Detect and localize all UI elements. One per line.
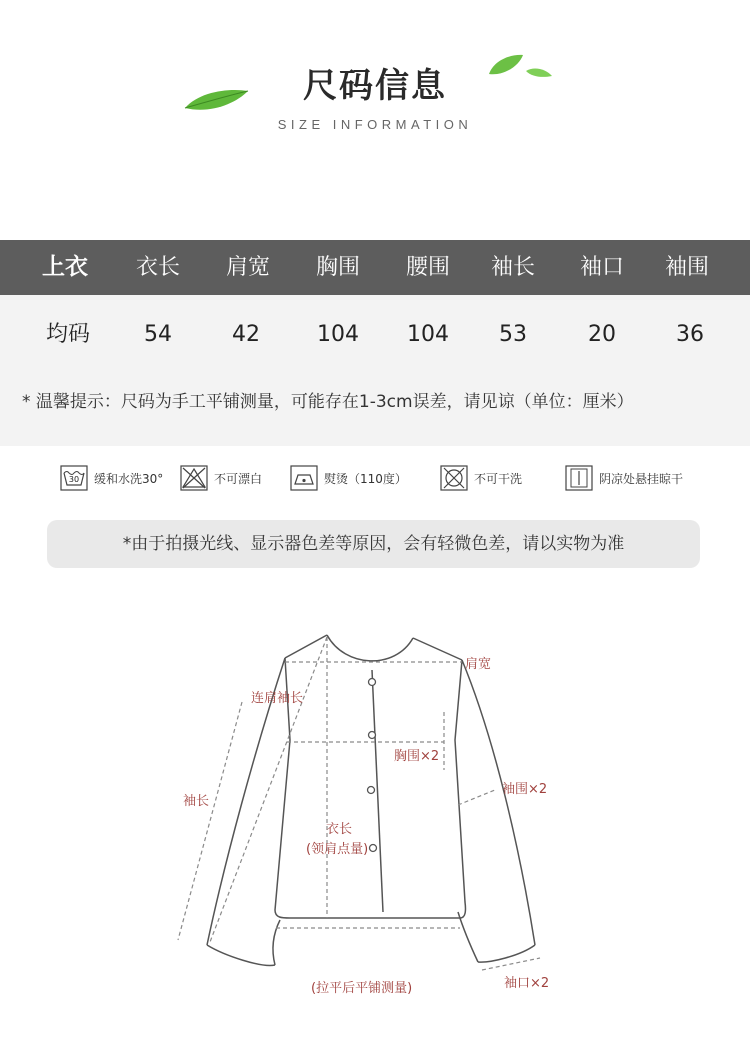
column-header: 腰围	[405, 255, 450, 280]
column-header: 袖口	[579, 255, 624, 280]
svg-text:30: 30	[68, 475, 80, 484]
care-label: 阴凉处悬挂晾干	[599, 471, 684, 486]
leaf-icon	[180, 86, 250, 116]
measurement-tip: * 温馨提示：尺码为手工平铺测量，可能存在1-3cm误差，请见谅（单位：厘米）	[22, 392, 634, 412]
table-cell: 20	[588, 322, 616, 347]
care-label: 不可漂白	[214, 471, 263, 486]
button-dot	[369, 679, 376, 686]
body-length-note: (领肩点量)	[306, 842, 369, 857]
sleeve-length-label: 袖长	[183, 794, 210, 809]
iron-icon	[290, 465, 318, 491]
care-item	[290, 462, 407, 494]
care-item	[180, 462, 262, 494]
table-cell: 42	[232, 322, 260, 347]
color-notice: *由于拍摄光线、显示器色差等原因，会有轻微色差，请以实物为准	[47, 520, 700, 568]
table-cell: 均码	[45, 322, 90, 347]
wash-30-icon	[60, 465, 88, 491]
leaf-icon	[524, 66, 554, 80]
size-table-body	[0, 295, 750, 446]
chest-label: 胸围×2	[394, 749, 440, 764]
table-cell: 104	[317, 322, 359, 347]
measure-note: (拉平后平铺测量)	[311, 981, 413, 996]
table-cell: 36	[676, 322, 704, 347]
shoulder-label: 肩宽	[465, 657, 492, 672]
column-header: 肩宽	[225, 255, 270, 280]
sleeve-girth-label: 袖围×2	[502, 782, 548, 797]
table-cell: 104	[407, 322, 449, 347]
garment-diagram	[0, 600, 750, 1020]
care-label: 不可干洗	[474, 471, 523, 486]
care-item	[440, 462, 522, 494]
leaf-icon	[486, 52, 526, 78]
cuff-label: 袖口×2	[504, 976, 550, 991]
care-item	[60, 462, 163, 494]
column-header: 胸围	[315, 255, 360, 280]
raglan-sleeve-label: 连肩袖长	[251, 691, 304, 706]
column-header: 袖长	[490, 255, 535, 280]
no-bleach-icon	[180, 465, 208, 491]
no-dry-clean-icon	[440, 465, 468, 491]
column-header: 衣长	[135, 255, 180, 280]
line-dry-shade-icon	[565, 465, 593, 491]
column-header: 袖围	[664, 255, 709, 280]
body-length-label: 衣长	[326, 822, 353, 837]
table-cell: 53	[499, 322, 527, 347]
size-table-header	[0, 240, 750, 295]
care-item	[565, 462, 683, 494]
page-subtitle: SIZE INFORMATION	[277, 117, 473, 132]
table-cell: 54	[144, 322, 172, 347]
care-label: 熨烫（110度）	[324, 471, 407, 486]
column-header: 上衣	[42, 254, 88, 280]
page-title: 尺码信息	[303, 66, 447, 106]
care-label: 缓和水洗30°	[94, 471, 164, 486]
